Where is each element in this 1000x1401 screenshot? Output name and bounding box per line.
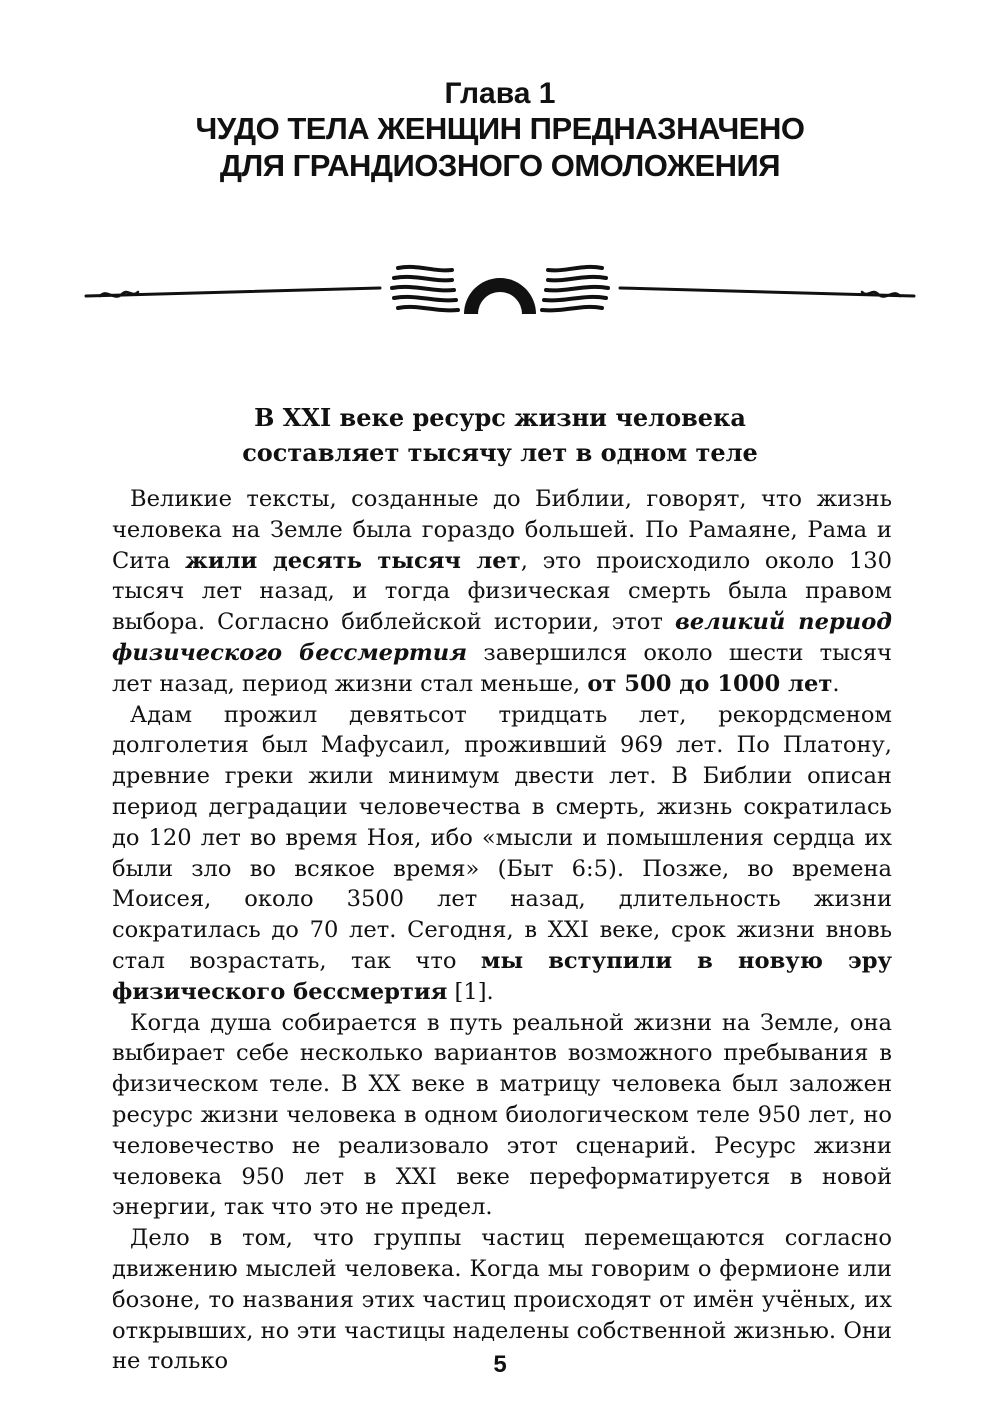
chapter-title <box>0 110 1000 184</box>
left-ray <box>398 307 458 310</box>
paragraph-text: завершился около шести тысяч лет назад, период жизни стал меньше, <box>112 639 892 697</box>
paragraph-text: [1]. <box>447 978 494 1005</box>
emphasis-text: от 500 до 1000 лет <box>587 670 833 697</box>
left-ray <box>394 277 452 280</box>
section-heading-line: В XXI веке ресурс жизни человека <box>254 403 746 432</box>
right-ray <box>544 297 606 300</box>
right-ray <box>546 287 608 290</box>
paragraph-text: . <box>832 670 840 697</box>
emphasis-text: жили десять тысяч лет <box>185 547 521 574</box>
paragraph-text: Адам прожил девятьсот тридцать лет, рекордсменом долголетия был Мафусаил, проживший 969 лет. По Платону, древние греки жили минимум двести лет. В Библии описан период деградации человечества в смерть, жизнь сократилась до 120 лет во время Ноя, ибо «мысли и помышления сердца их были зло во всякое время» (Быт 6:5). Позже, во времена Моисея, около 3500 лет назад, длительность жизни сократилась до 70 лет. Сегодня, в XXI веке, срок жизни вновь стал возрастать, так что <box>112 701 892 974</box>
paragraph: Когда душа собирается в путь реальной жизни на Земле, она выбирает себе несколько вариантов возможного пребывания в физическом теле. В XX веке в матрицу человека был заложен ресурс жизни человека в одном биологическом теле 950 лет, но человечество не реализовало этот сценарий. Ресурс жизни человека 950 лет в XXI веке переформатируется в новой энергии, так что это не предел. <box>112 1009 892 1221</box>
left-ray <box>398 267 452 270</box>
sun-ornament-icon <box>80 258 920 316</box>
paragraph: Дело в том, что группы частиц перемещаются согласно движению мыслей человека. Когда мы говорим о фермионе или бозоне, то названия этих частиц происходят от имён учёных, их открывших, но эти частицы наделены собственной жизнью. Они не только <box>112 1225 892 1375</box>
emphasis-text: мы вступили в новую эру физического бессмертия <box>112 947 892 1005</box>
right-ray <box>548 277 606 280</box>
paragraph-text: Великие тексты, созданные до Библии, говорят, что жизнь человека на Земле была гораздо большей. По Рамаяне, Рама и Сита <box>112 486 892 574</box>
left-ray <box>394 297 456 300</box>
chapter-title-line: ДЛЯ ГРАНДИОЗНОГО ОМОЛОЖЕНИЯ <box>219 148 781 183</box>
paragraph <box>112 484 892 700</box>
left-ray <box>392 287 454 290</box>
paragraph-text: , это происходило около 130 тысяч лет назад, и тогда физическая смерть была правом выбора. Согласно библейской истории, этот <box>112 547 893 636</box>
paragraph <box>112 700 892 1008</box>
chapter-title-line: ЧУДО ТЕЛА ЖЕНЩИН ПРЕДНАЗНАЧЕНО <box>195 111 805 146</box>
section-heading-line: составляет тысячу лет в одном теле <box>242 438 758 467</box>
page-number: 5 <box>493 1351 507 1378</box>
right-ray <box>548 267 602 270</box>
emphasis-text: великий период физического бессмертия <box>112 609 892 666</box>
section-heading <box>0 400 1000 470</box>
right-ray <box>542 307 602 310</box>
body-text <box>112 484 892 1377</box>
chapter-label: Глава 1 <box>444 77 556 110</box>
